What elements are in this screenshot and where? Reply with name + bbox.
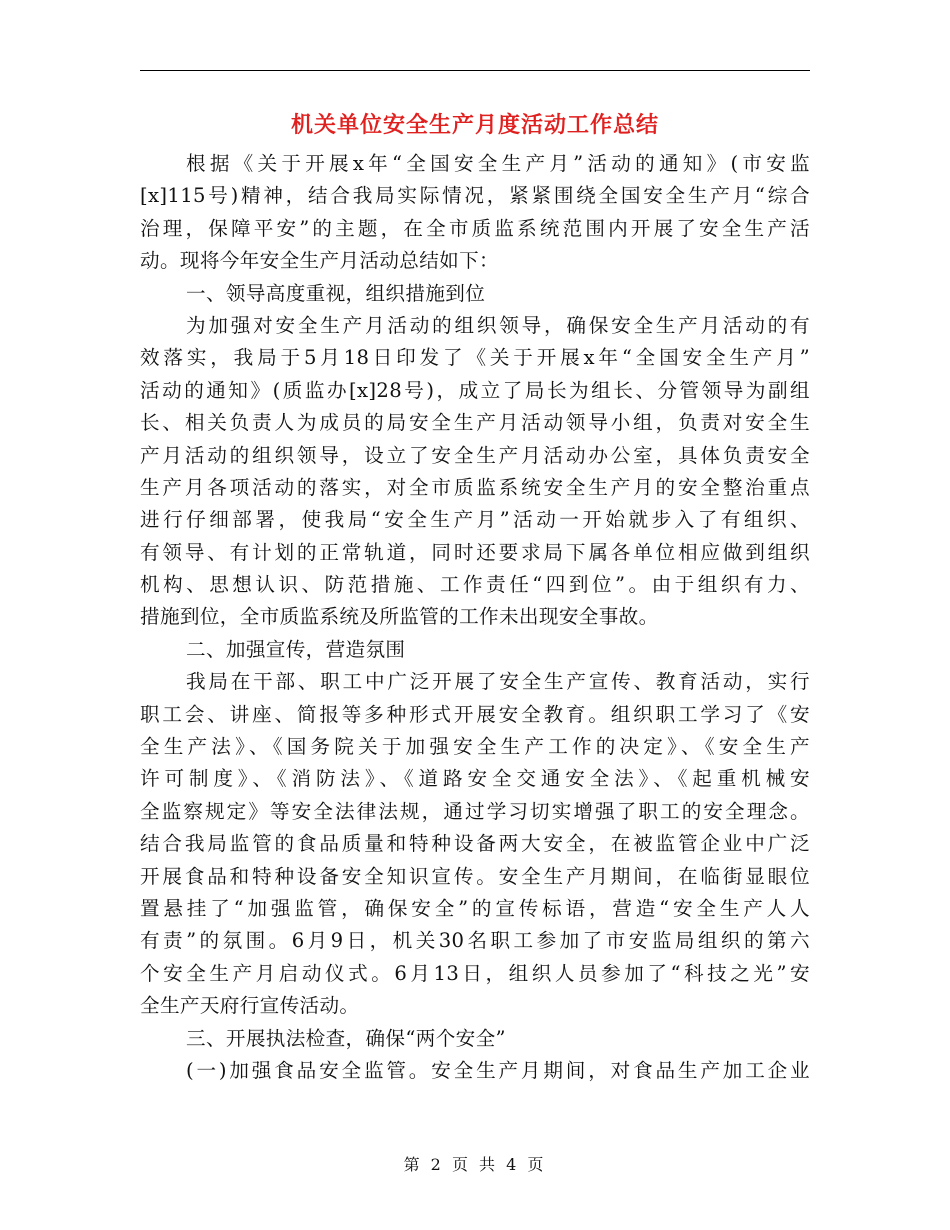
- body-line: 活动的通知》(质监办[x]28号)，成立了局长为组长、分管领导为副组: [140, 378, 810, 402]
- body-line: 动。现将今年安全生产月活动总结如下：: [140, 249, 499, 273]
- body-line: 根据《关于开展x年“全国安全生产月”活动的通知》(市安监: [186, 152, 810, 175]
- body-line: 开展食品和特种设备安全知识宣传。安全生产月期间，在临街显眼位: [140, 864, 810, 888]
- body-line: 措施到位，全市质监系统及所监管的工作未出现安全事故。: [140, 605, 659, 629]
- document-body: [140, 148, 810, 1087]
- body-line: 为加强对安全生产月活动的组织领导，确保安全生产月活动的有: [186, 313, 810, 337]
- body-line: 三、开展执法检查，确保“两个安全”: [186, 1026, 506, 1050]
- body-line: 全监察规定》等安全法律法规，通过学习切实增强了职工的安全理念。: [140, 799, 810, 823]
- body-line: 二、加强宣传，营造氛围: [186, 637, 406, 661]
- body-line: 许可制度》、《消防法》、《道路安全交通安全法》、《起重机械安: [140, 767, 810, 791]
- body-line: 进行仔细部署，使我局“安全生产月”活动一开始就步入了有组织、: [140, 508, 810, 532]
- body-line: 个安全生产月启动仪式。6月13日，组织人员参加了“科技之光”安: [140, 961, 810, 985]
- body-line: 治理，保障平安”的主题，在全市质监系统范围内开展了安全生产活: [140, 216, 810, 240]
- body-line: 一、领导高度重视，组织措施到位: [186, 281, 486, 305]
- body-line: 我局在干部、职工中广泛开展了安全生产宣传、教育活动，实行: [186, 670, 810, 694]
- body-line: [x]115号)精神，结合我局实际情况，紧紧围绕全国安全生产月“综合: [140, 184, 810, 208]
- body-line: 全生产法》、《国务院关于加强安全生产工作的决定》、《安全生产: [140, 735, 810, 759]
- body-line: 长、相关负责人为成员的局安全生产月活动领导小组，负责对安全生: [140, 411, 810, 435]
- body-line: 全生产天府行宣传活动。: [140, 994, 360, 1018]
- body-line: 置悬挂了“加强监管，确保安全”的宣传标语，营造“安全生产人人: [140, 896, 810, 920]
- body-line: (一)加强食品安全监管。安全生产月期间，对食品生产加工企业: [186, 1058, 810, 1082]
- page-footer: 第 2 页 共 4 页: [403, 1155, 547, 1174]
- body-line: 机构、思想认识、防范措施、工作责任“四到位”。由于组织有力、: [140, 573, 810, 597]
- body-line: 职工会、讲座、简报等多种形式开展安全教育。组织职工学习了《安: [140, 702, 810, 726]
- body-line: 效落实，我局于5月18日印发了《关于开展x年“全国安全生产月”: [140, 346, 810, 370]
- body-line: 有责”的氛围。6月9日，机关30名职工参加了市安监局组织的第六: [140, 929, 810, 953]
- header-rule: [140, 70, 810, 71]
- body-line: 生产月各项活动的落实，对全市质监系统安全生产月的安全整治重点: [140, 475, 810, 499]
- body-line: 结合我局监管的食品质量和特种设备两大安全，在被监管企业中广泛: [140, 832, 810, 856]
- document-title: 机关单位安全生产月度活动工作总结: [290, 113, 659, 138]
- body-line: 有领导、有计划的正常轨道，同时还要求局下属各单位相应做到组织: [140, 540, 810, 564]
- body-line: 产月活动的组织领导，设立了安全生产月活动办公室，具体负责安全: [140, 443, 810, 467]
